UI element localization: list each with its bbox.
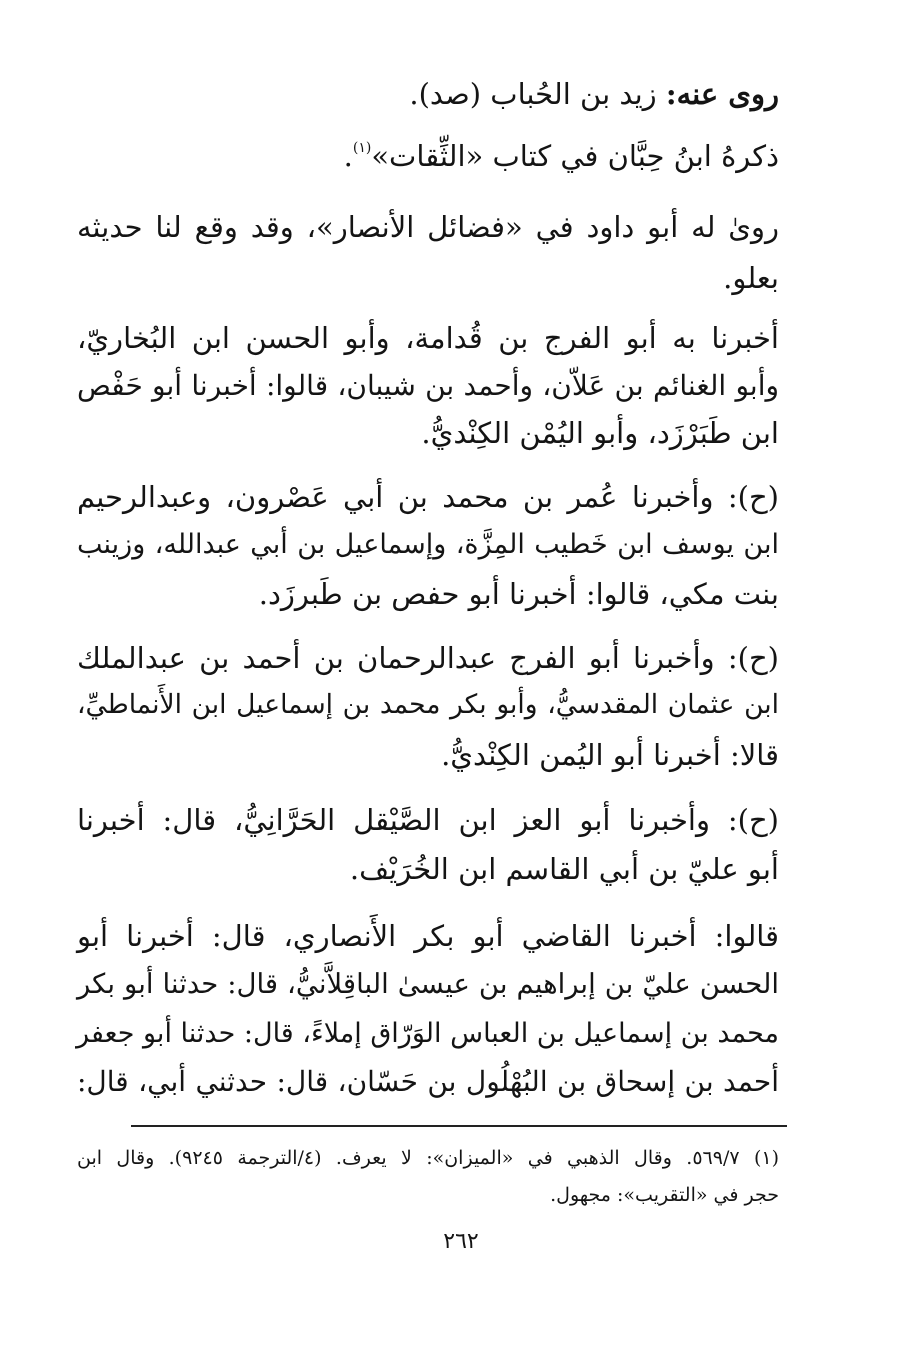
paragraph-line: ابن عثمان المقدسيُّ، وأبو بكر محمد بن إسماعيل ابن الأَنماطيِّ، [77,689,779,720]
paragraph-line: ابن طَبَرْزَد، وأبو اليُمْن الكِنْديُّ. [421,416,779,450]
paragraph-line: محمد بن إسماعيل بن العباس الوَرّاق إملاءً، قال: حدثنا أبو جعفر [76,1018,779,1049]
paragraph-line: (ح): وأخبرنا أبو العز ابن الصَّيْقل الحَرَّانِيُّ، قال: أخبرنا [77,803,779,837]
footnote-reference: (١) [352,140,372,156]
paragraph-line: الحسن عليّ بن إبراهيم بن عيسىٰ الباقِلاَّنيُّ، قال: حدثنا أبو بكر [77,968,779,1000]
narrator-name: زيد بن الحُباب (صد). [409,77,666,111]
paragraph-line: ابن يوسف ابن خَطيب المِزَّة، وإسماعيل بن أبي عبدالله، وزينب [77,529,779,560]
paragraph-line: روىٰ له أبو داود في «فضائل الأنصار»، وقد وقع لنا حديثه [77,210,779,244]
paragraph-line: بنت مكي، قالوا: أخبرنا أبو حفص بن طَبرزَد. [258,577,779,611]
paragraph-line: قالوا: أخبرنا القاضي أبو بكر الأَنصاري، قال: أخبرنا أبو [77,919,779,953]
ibn-hibban-end: . [343,139,353,173]
paragraph-line: (ح): وأخبرنا أبو الفرج عبدالرحمان بن أحمد بن عبدالملك [77,641,779,675]
paragraph-line: قالا: أخبرنا أبو اليُمن الكِنْديُّ. [441,738,779,772]
paragraph-line: (ح): وأخبرنا عُمر بن محمد بن أبي عَصْرون، وعبدالرحيم [77,480,779,514]
page-number: ٢٦٢ [443,1229,479,1254]
ibn-hibban-line [77,136,779,176]
footnote-divider [131,1125,787,1127]
narrator-line [77,74,779,114]
paragraph-line: أبو عليّ بن أبي القاسم ابن الخُرَيْف. [349,852,779,886]
narrator-label: روى عنه: [665,77,779,111]
footnote-line: حجر في «التقريب»: مجهول. [550,1184,779,1206]
ibn-hibban-text: ذكرهُ ابنُ حِبَّان في كتاب «الثِّقات» [371,139,779,173]
paragraph-line: أحمد بن إسحاق بن البُهْلُول بن حَسّان، قال: حدثني أبي، قال: [77,1065,779,1098]
paragraph-line: بعلو. [723,261,779,295]
footnote-line: (١) ٥٦٩/٧. وقال الذهبي في «الميزان»: لا يعرف. (٤/الترجمة ٩٢٤٥). وقال ابن [77,1147,779,1169]
paragraph-line: أخبرنا به أبو الفرج بن قُدامة، وأبو الحسن ابن البُخاريّ، [77,321,779,355]
paragraph-line: وأبو الغنائم بن عَلاّن، وأحمد بن شيبان، قالوا: أخبرنا أبو حَفْص [77,369,779,402]
